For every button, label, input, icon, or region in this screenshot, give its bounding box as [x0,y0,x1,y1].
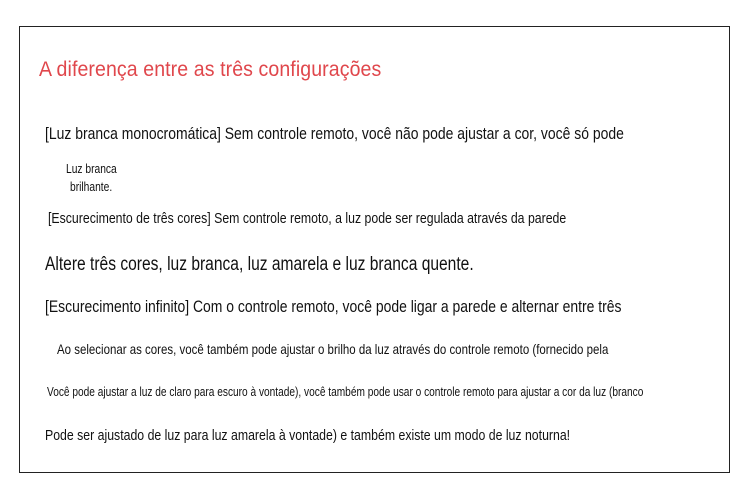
text-line-change-colors: Altere três cores, luz branca, luz amarela e luz branca quente. [45,254,474,275]
text-line-bright-white-1: Luz branca [66,162,117,176]
document-title: A diferença entre as três configurações [39,58,382,81]
text-line-monochrome: [Luz branca monocromática] Sem controle remoto, você não pode ajustar a cor, você só pode [45,124,624,143]
text-line-three-color-dimming: [Escurecimento de três cores] Sem controle remoto, a luz pode ser regulada através da parede [48,210,567,227]
document-frame [19,26,730,473]
text-line-bright-white-2: brilhante. [70,180,113,194]
text-line-night-mode: Pode ser ajustado de luz para luz amarela à vontade) e também existe um modo de luz noturna! [45,427,571,444]
text-line-infinite-dimming: [Escurecimento infinito] Com o controle remoto, você pode ligar a parede e alternar entre três [45,297,622,316]
text-line-adjust-light: Você pode ajustar a luz de claro para escuro à vontade), você também pode usar o controle remoto para ajustar a cor da luz (branco [47,384,644,399]
text-line-select-colors: Ao selecionar as cores, você também pode ajustar o brilho da luz através do controle remoto (fornecido pela [57,341,609,357]
